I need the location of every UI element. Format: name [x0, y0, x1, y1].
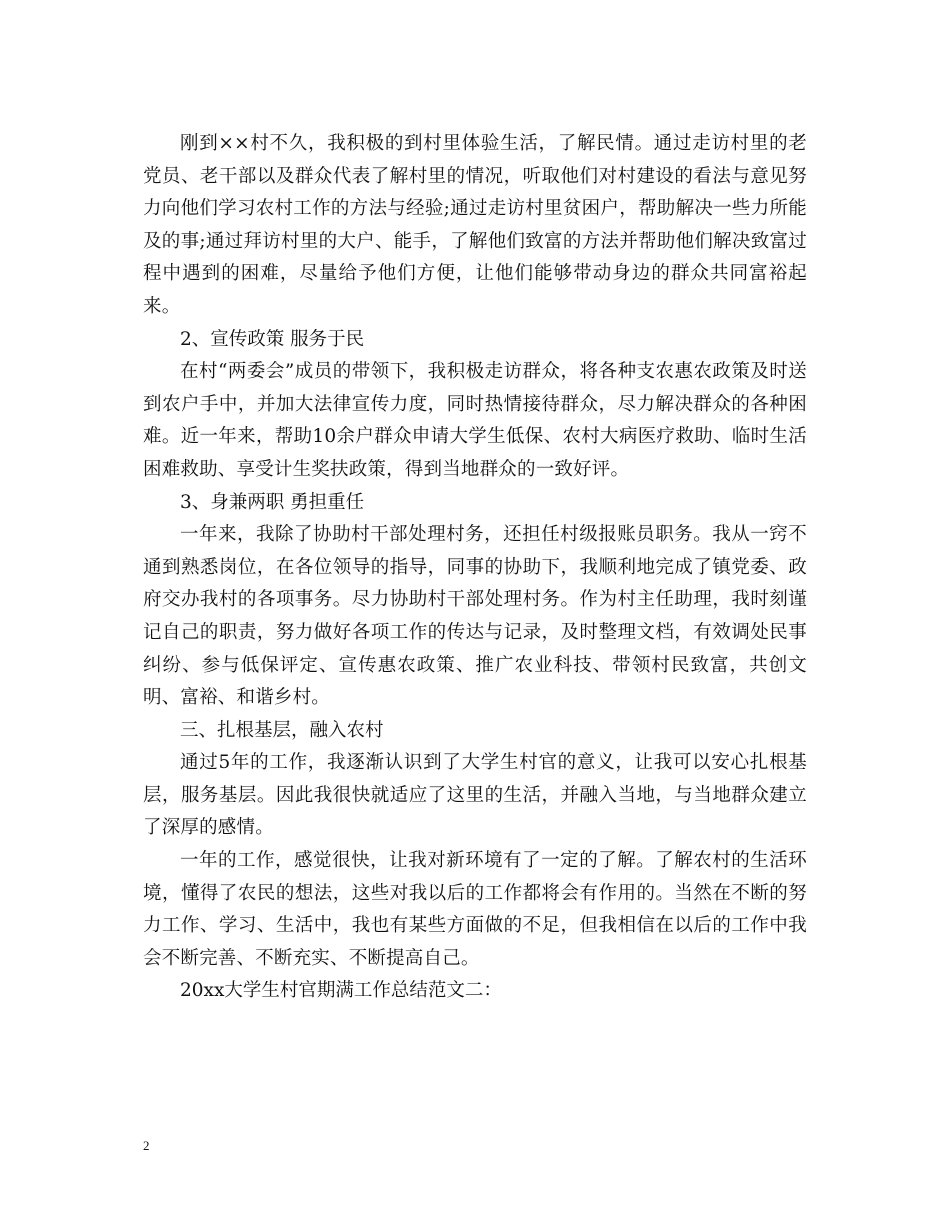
paragraph-policy-promotion: 在村“两委会”成员的带领下，我积极走访群众，将各种支农惠农政策及时送到农户手中，并加大法律宣传力度，同时热情接待群众，尽力解决群众的各种困难。近一年来，帮助10余户群众申请大学生低保、农村大病医疗救助、临时生活困难救助、享受计生奖扶政策，得到当地群众的一致好评。	[143, 361, 807, 480]
paragraph-dual-roles: 一年来，我除了协助村干部处理村务，还担任村级报账员职务。我从一窍不通到熟悉岗位，在各位领导的指导，同事的协助下，我顺利地完成了镇党委、政府交办我村的各项事务。尽力协助村干部处理村务。作为村主任助理，我时刻谨记自己的职责，努力做好各项工作的传达与记录，及时整理文档，有效调处民事纠纷、参与低保评定、宣传惠农政策、推广农业科技、带领村民致富，共创文明、富裕、和谐乡村。	[143, 524, 807, 709]
section-heading-dual-roles: 3、身兼两职 勇担重任	[180, 491, 365, 513]
paragraph-reflection: 一年的工作，感觉很快，让我对新环境有了一定的了解。了解农村的生活环境，懂得了农民的想法，这些对我以后的工作都将会有作用的。当然在不断的努力工作、学习、生活中，我也有某些方面做的不足，但我相信在以后的工作中我会不断完善、不断充实、不断提高自己。	[143, 850, 807, 969]
paragraph-grassroots: 通过5年的工作，我逐渐认识到了大学生村官的意义，让我可以安心扎根基层，服务基层。因此我很快就适应了这里的生活，并融入当地，与当地群众建立了深厚的感情。	[143, 752, 807, 839]
section-heading-policy-promotion: 2、宣传政策 服务于民	[180, 328, 365, 350]
next-article-title: 20xx大学生村官期满工作总结范文二：	[180, 980, 502, 1002]
section-heading-grassroots: 三、扎根基层，融入农村	[180, 719, 384, 741]
page-number: 2	[143, 1138, 150, 1153]
document-body	[143, 128, 807, 1008]
paragraph-village-visits: 刚到××村不久，我积极的到村里体验生活，了解民情。通过走访村里的老党员、老干部以及群众代表了解村里的情况，听取他们对村建设的看法与意见努力向他们学习农村工作的方法与经验;通过走访村里贫困户，帮助解决一些力所能及的事;通过拜访村里的大户、能手，了解他们致富的方法并帮助他们解决致富过程中遇到的困难，尽量给予他们方便，让他们能够带动身边的群众共同富裕起来。	[143, 133, 807, 317]
